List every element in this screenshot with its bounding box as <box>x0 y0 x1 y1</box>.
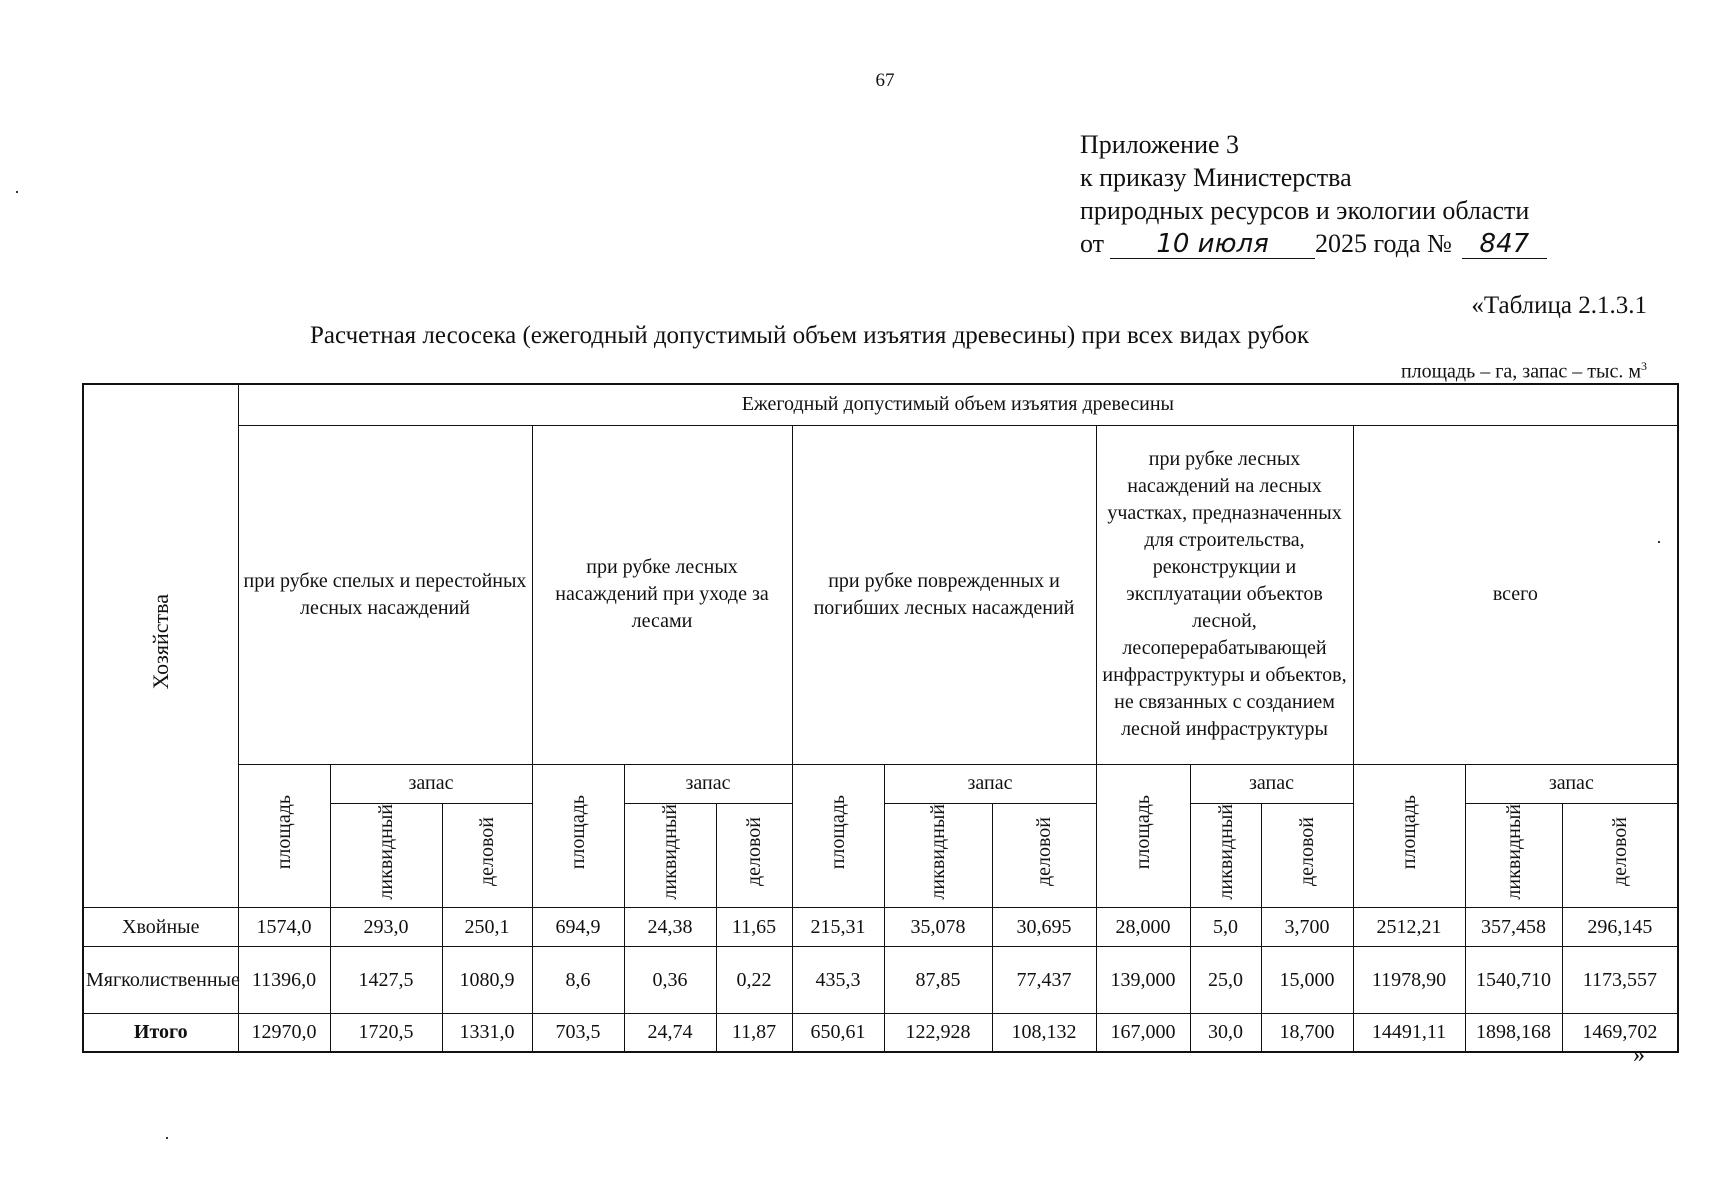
table-cell: 12970,0 <box>238 1014 330 1052</box>
table-cell: 1469,702 <box>1562 1014 1678 1052</box>
handwritten-date: 10 июля <box>1110 230 1315 259</box>
units-note: площадь – га, запас – тыс. $м^3$ <box>1400 359 1647 383</box>
table-cell: 11,87 <box>716 1014 792 1052</box>
header-business: деловой <box>1261 803 1353 908</box>
table-cell: 703,5 <box>532 1014 624 1052</box>
header-business: деловой <box>442 803 532 908</box>
table-cell: 30,0 <box>1190 1014 1261 1052</box>
handwritten-number: 847 <box>1462 230 1547 259</box>
row-label: Хвойные <box>83 908 238 947</box>
table-cell: 87,85 <box>884 947 992 1014</box>
timber-volume-table <box>82 383 1679 1053</box>
table-cell: 1331,0 <box>442 1014 532 1052</box>
table-cell: 77,437 <box>992 947 1096 1014</box>
table-cell: 11396,0 <box>238 947 330 1014</box>
header-area: площадь <box>532 764 624 908</box>
scan-speck: · <box>164 1128 170 1148</box>
header-liquid: ликвидный <box>884 803 992 908</box>
table-cell: 435,3 <box>792 947 884 1014</box>
units-superscript: 3 <box>1641 359 1647 373</box>
header-liquid: ликвидный <box>1465 803 1562 908</box>
table-cell: 2512,21 <box>1353 908 1465 947</box>
appendix-line-1: Приложение 3 <box>1080 130 1240 159</box>
table-cell: 1427,5 <box>330 947 442 1014</box>
table-cell: 24,74 <box>624 1014 716 1052</box>
table-cell: 293,0 <box>330 908 442 947</box>
table-cell: 28,000 <box>1096 908 1190 947</box>
header-business: деловой <box>992 803 1096 908</box>
scan-speck: · <box>14 182 20 202</box>
table-cell: 650,61 <box>792 1014 884 1052</box>
header-stock: запас <box>1465 764 1678 803</box>
table-cell: 139,000 <box>1096 947 1190 1014</box>
header-area: площадь <box>1353 764 1465 908</box>
header-stock: запас <box>330 764 532 803</box>
year-label: 2025 года № <box>1315 229 1452 258</box>
header-group-damaged: при рубке поврежденных и погибших лесных насаждений <box>792 425 1096 764</box>
header-group-total: всего <box>1353 425 1678 764</box>
table-cell: 25,0 <box>1190 947 1261 1014</box>
header-group-mature: при рубке спелых и перестойных лесных насаждений <box>238 425 532 764</box>
header-farms: Хозяйства <box>83 384 238 908</box>
table-cell: 0,22 <box>716 947 792 1014</box>
table-cell: 296,145 <box>1562 908 1678 947</box>
appendix-line-3: природных ресурсов и экологии области <box>1080 196 1530 225</box>
header-group-infrastructure: при рубке лесных насаждений на лесных участках, предназначенных для строительства, реконструкции и эксплуатации объектов лесной, лесоперерабатывающей инфраструктуры и объектов, не связанных с созданием лесной инфраструктуры <box>1096 425 1353 764</box>
table-cell: 5,0 <box>1190 908 1261 947</box>
header-stock: запас <box>884 764 1096 803</box>
table-cell: 1540,710 <box>1465 947 1562 1014</box>
appendix-block <box>1080 128 1547 260</box>
table-cell: 694,9 <box>532 908 624 947</box>
table-cell: 3,700 <box>1261 908 1353 947</box>
table-cell: 11,65 <box>716 908 792 947</box>
table-cell: 1898,168 <box>1465 1014 1562 1052</box>
header-business: деловой <box>716 803 792 908</box>
page-number: 67 <box>875 70 895 91</box>
header-business: деловой <box>1562 803 1678 908</box>
header-stock: запас <box>1190 764 1353 803</box>
table-title: Расчетная лесосека (ежегодный допустимый объем изъятия древесины) при всех видах рубок <box>310 322 1310 349</box>
table-cell: 108,132 <box>992 1014 1096 1052</box>
header-stock: запас <box>624 764 792 803</box>
table-cell: 15,000 <box>1261 947 1353 1014</box>
table-row-total <box>83 1014 1678 1052</box>
table-cell: 30,695 <box>992 908 1096 947</box>
table-cell: 1720,5 <box>330 1014 442 1052</box>
table-cell: 167,000 <box>1096 1014 1190 1052</box>
row-label: Мягколиственные <box>83 947 238 1014</box>
table-cell: 1173,557 <box>1562 947 1678 1014</box>
table-cell: 0,36 <box>624 947 716 1014</box>
table-cell: 18,700 <box>1261 1014 1353 1052</box>
table-cell: 1574,0 <box>238 908 330 947</box>
scan-speck: · <box>1656 532 1662 552</box>
table-cell: 215,31 <box>792 908 884 947</box>
table-cell: 1080,9 <box>442 947 532 1014</box>
table-row-softwood <box>83 947 1678 1014</box>
table-cell: 11978,90 <box>1353 947 1465 1014</box>
table-cell: 24,38 <box>624 908 716 947</box>
table-cell: 8,6 <box>532 947 624 1014</box>
closing-quote: » <box>1633 1042 1645 1068</box>
header-main: Ежегодный допустимый объем изъятия древесины <box>238 384 1678 425</box>
header-liquid: ликвидный <box>1190 803 1261 908</box>
table-row-coniferous <box>83 908 1678 947</box>
header-group-thinning: при рубке лесных насаждений при уходе за лесами <box>532 425 792 764</box>
from-label: от <box>1080 229 1105 258</box>
table-cell: 122,928 <box>884 1014 992 1052</box>
header-liquid: ликвидный <box>624 803 716 908</box>
header-area: площадь <box>1096 764 1190 908</box>
row-label: Итого <box>83 1014 238 1052</box>
table-cell: 357,458 <box>1465 908 1562 947</box>
appendix-line-2: к приказу Министерства <box>1080 163 1352 192</box>
header-area: площадь <box>792 764 884 908</box>
header-area: площадь <box>238 764 330 908</box>
table-cell: 250,1 <box>442 908 532 947</box>
header-liquid: ликвидный <box>330 803 442 908</box>
table-cell: 14491,11 <box>1353 1014 1465 1052</box>
table-reference: «Таблица 2.1.3.1 <box>1471 292 1647 319</box>
table-cell: 35,078 <box>884 908 992 947</box>
appendix-date-line <box>1080 227 1547 260</box>
